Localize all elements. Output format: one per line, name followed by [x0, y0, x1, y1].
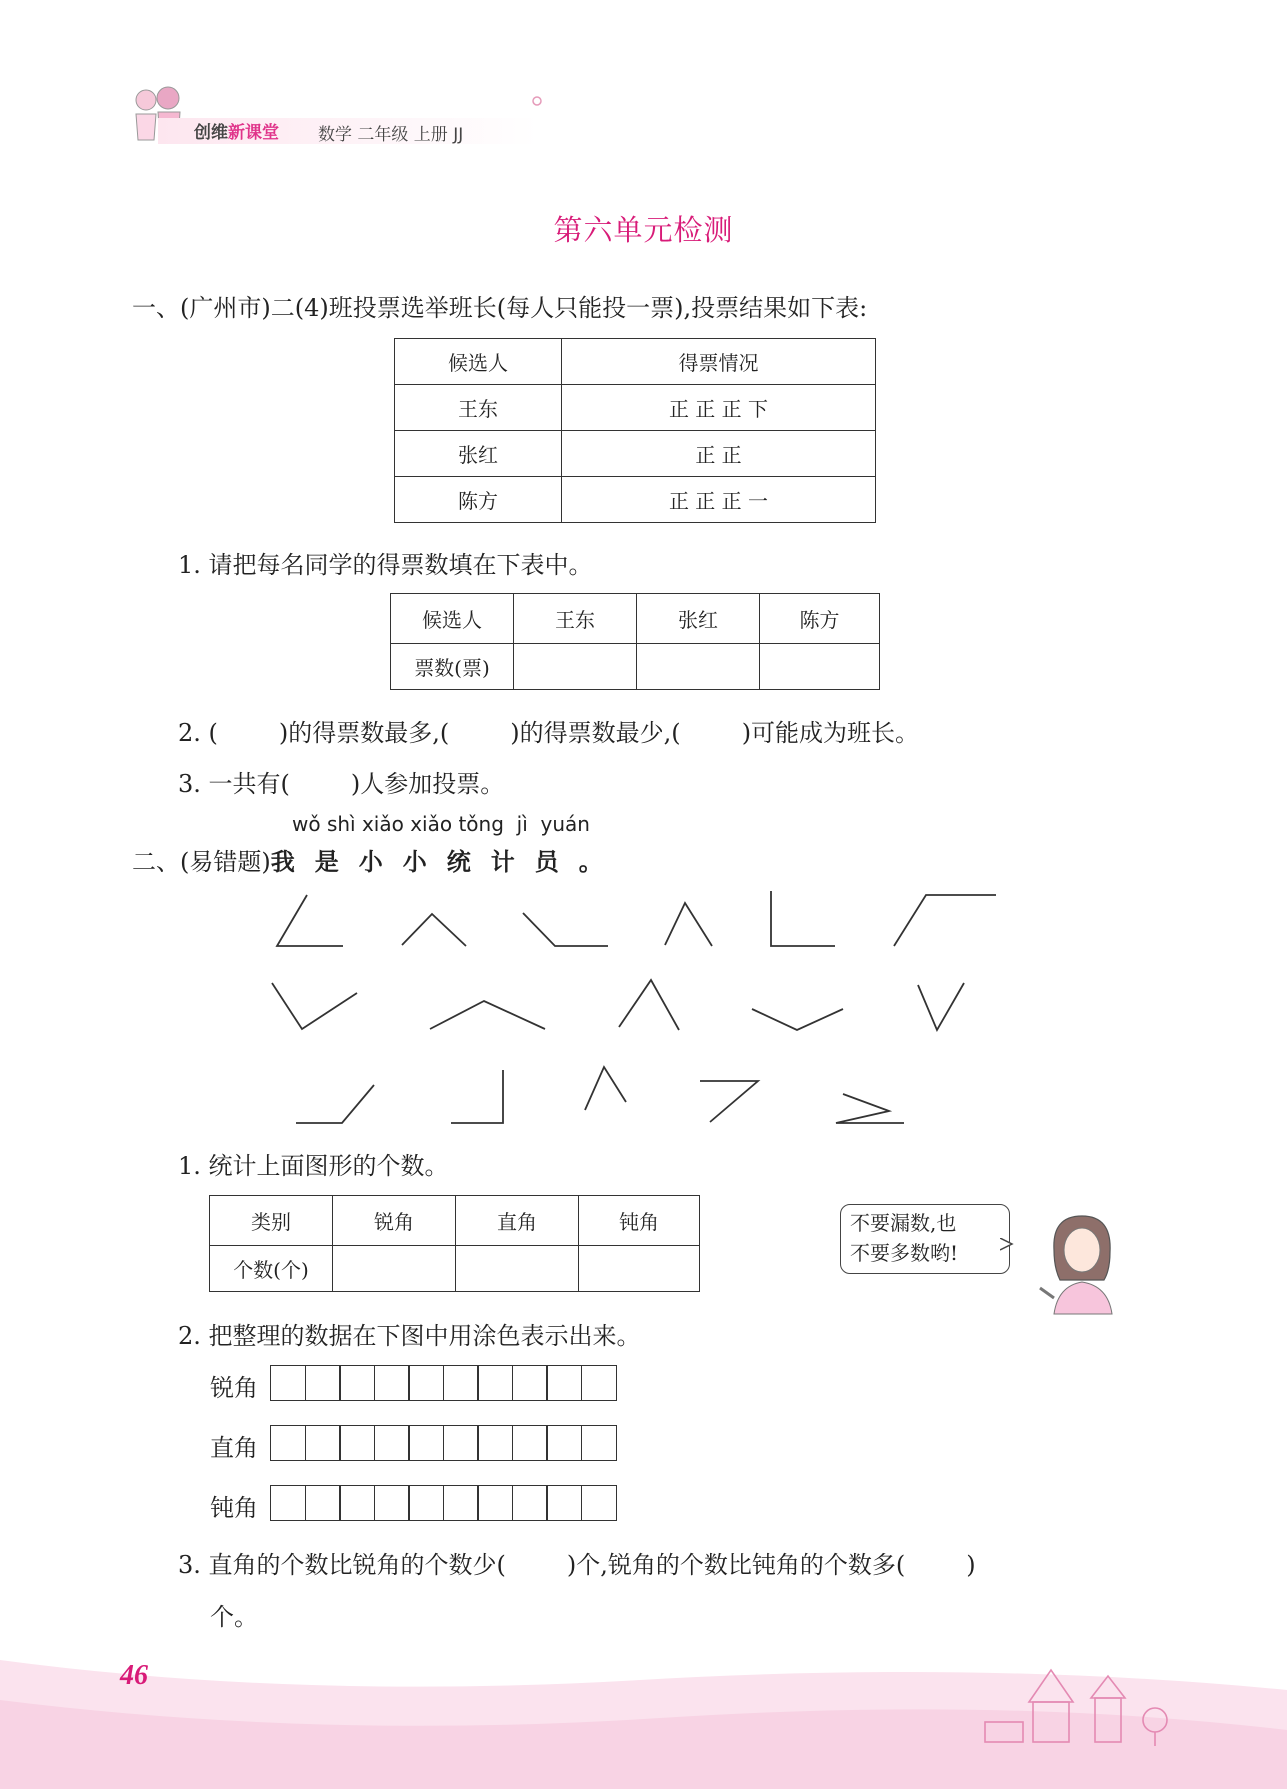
- angle-count-table: [209, 1195, 700, 1292]
- angle-figure: [619, 980, 679, 1030]
- answer-cell[interactable]: [456, 1246, 579, 1292]
- angle-figure: [430, 1001, 545, 1029]
- book-subtitle: 数学 二年级 上册 JJ: [318, 125, 464, 145]
- fill-cell[interactable]: [546, 1365, 582, 1401]
- bubble-line: 不要漏数,也: [850, 1211, 957, 1235]
- fill-cell[interactable]: [512, 1425, 548, 1461]
- fill-cell[interactable]: [443, 1365, 479, 1401]
- angle-figure: [451, 1070, 503, 1123]
- castle-illustration: [975, 1650, 1195, 1760]
- fill-cell[interactable]: [339, 1485, 375, 1521]
- bar-cells-acute: [270, 1365, 615, 1401]
- fill-cell[interactable]: [305, 1425, 341, 1461]
- angle-figure: [771, 891, 835, 946]
- table-cell: 正 正 正 一: [562, 477, 876, 523]
- table-header: 候选人: [391, 594, 514, 644]
- table-header: 直角: [456, 1196, 579, 1246]
- section2-heading: 二、(易错题)我是小小统计员。: [132, 847, 623, 876]
- fill-cell[interactable]: [339, 1365, 375, 1401]
- page-number: 46: [120, 1660, 148, 1691]
- section2-q1: 1. 统计上面图形的个数。: [178, 1152, 449, 1180]
- girl-illustration: [1024, 1210, 1134, 1315]
- table-cell: 正 正 正 下: [562, 385, 876, 431]
- section1-q1: 1. 请把每名同学的得票数填在下表中。: [178, 551, 593, 579]
- table-row: [210, 1246, 700, 1292]
- angle-figure: [700, 1081, 758, 1122]
- table-cell: 票数(票): [391, 644, 514, 690]
- bubble-line: 不要多数哟!: [850, 1241, 959, 1265]
- fill-cell[interactable]: [443, 1425, 479, 1461]
- table-header: 锐角: [333, 1196, 456, 1246]
- brand-name: 创维新课堂: [194, 123, 279, 143]
- fill-cell[interactable]: [443, 1485, 479, 1521]
- fill-cell[interactable]: [305, 1365, 341, 1401]
- fill-cell[interactable]: [270, 1425, 306, 1461]
- angle-figure: [894, 895, 996, 946]
- fill-cell[interactable]: [512, 1365, 548, 1401]
- angle-figure: [918, 983, 964, 1030]
- table-cell: 张红: [395, 431, 562, 477]
- section1-q3: 3. 一共有( )人参加投票。: [178, 770, 505, 798]
- fill-cell[interactable]: [374, 1485, 410, 1521]
- table-cell: 个数(个): [210, 1246, 333, 1292]
- section2-q3-cont: 个。: [210, 1603, 258, 1631]
- fill-cell[interactable]: [546, 1485, 582, 1521]
- bar-cells-obtuse: [270, 1485, 615, 1521]
- table-cell: 正 正: [562, 431, 876, 477]
- table-header: 陈方: [760, 594, 880, 644]
- angle-figure: [296, 1085, 374, 1123]
- fill-cell[interactable]: [477, 1485, 513, 1521]
- fill-cell[interactable]: [581, 1425, 617, 1461]
- section1-q2: 2. ( )的得票数最多,( )的得票数最少,( )可能成为班长。: [178, 719, 920, 747]
- fill-cell[interactable]: [477, 1365, 513, 1401]
- section1-heading: 一、(广州市)二(4)班投票选举班长(每人只能投一票),投票结果如下表:: [132, 294, 868, 322]
- fill-cell[interactable]: [512, 1485, 548, 1521]
- angle-figure: [272, 983, 357, 1029]
- table-header: 类别: [210, 1196, 333, 1246]
- page-title: 第六单元检测: [553, 213, 734, 247]
- angle-figure: [836, 1094, 904, 1123]
- fill-cell[interactable]: [374, 1425, 410, 1461]
- angle-figure: [277, 895, 343, 946]
- angle-figure: [523, 913, 608, 946]
- table-header: 王东: [514, 594, 637, 644]
- bar-cells-right: [270, 1425, 615, 1461]
- angle-figure: [585, 1067, 626, 1110]
- table-header: 张红: [637, 594, 760, 644]
- bar-label-obtuse: 钝角: [210, 1494, 258, 1522]
- fill-cell[interactable]: [408, 1425, 444, 1461]
- table-header: 钝角: [579, 1196, 700, 1246]
- angle-figure: [402, 914, 466, 946]
- fill-cell[interactable]: [546, 1425, 582, 1461]
- table-cell: 王东: [395, 385, 562, 431]
- fill-cell[interactable]: [339, 1425, 375, 1461]
- fill-cell[interactable]: [270, 1365, 306, 1401]
- section2-q3: 3. 直角的个数比锐角的个数少( )个,锐角的个数比钝角的个数多( ): [178, 1551, 976, 1579]
- fill-cell[interactable]: [408, 1365, 444, 1401]
- bubble-tail: [1000, 1238, 1014, 1252]
- section2-q2: 2. 把整理的数据在下图中用涂色表示出来。: [178, 1322, 641, 1350]
- fill-cell[interactable]: [305, 1485, 341, 1521]
- bar-label-right: 直角: [210, 1434, 258, 1462]
- table-header: 候选人: [395, 339, 562, 385]
- fill-cell[interactable]: [408, 1485, 444, 1521]
- answer-cell[interactable]: [579, 1246, 700, 1292]
- angle-figure: [665, 903, 712, 946]
- speech-bubble: [840, 1204, 1010, 1274]
- fill-cell[interactable]: [581, 1365, 617, 1401]
- fill-cell[interactable]: [581, 1485, 617, 1521]
- pinyin-line: wǒ shì xiǎo xiǎo tǒng jì yuán: [292, 812, 590, 836]
- fill-cell[interactable]: [270, 1485, 306, 1521]
- fill-cell[interactable]: [374, 1365, 410, 1401]
- angle-figure: [752, 1009, 843, 1030]
- fill-cell[interactable]: [477, 1425, 513, 1461]
- bar-label-acute: 锐角: [210, 1374, 258, 1402]
- answer-cell[interactable]: [333, 1246, 456, 1292]
- table-cell: 陈方: [395, 477, 562, 523]
- table-header: 得票情况: [562, 339, 876, 385]
